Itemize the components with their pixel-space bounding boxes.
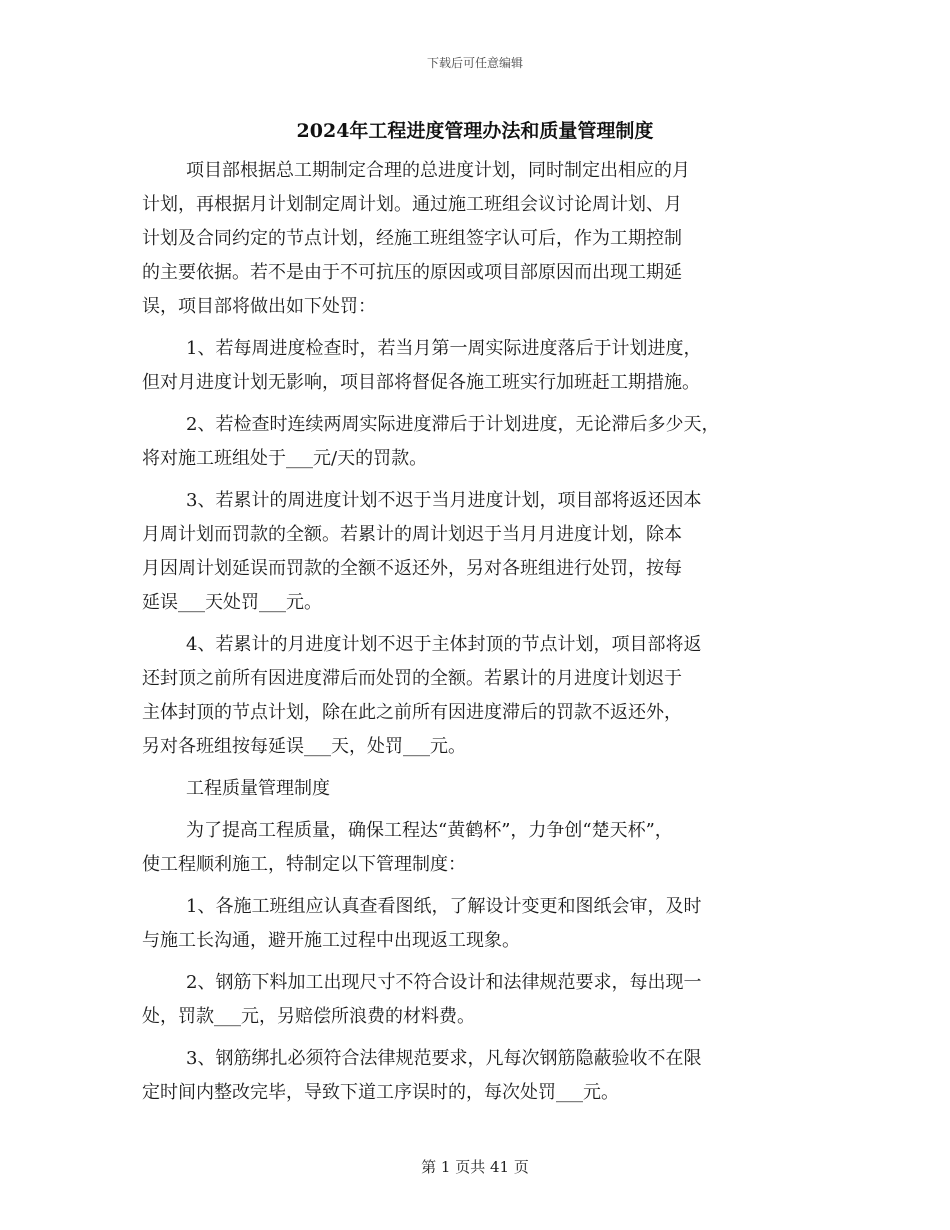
text-line: 另对各班组按每延误___天，处罚___元。 bbox=[142, 736, 466, 757]
text-line: 主体封顶的节点计划，除在此之前所有因进度滞后的罚款不返还外， bbox=[142, 702, 682, 723]
text-line: 计划，再根据月计划制定周计划。通过施工班组会议讨论周计划、月 bbox=[142, 194, 682, 215]
text-line: 2、若检查时连续两周实际进度滞后于计划进度，无论滞后多少天， bbox=[186, 414, 720, 435]
text-line: 月因周计划延误而罚款的全额不返还外，另对各班组进行处罚，按每 bbox=[142, 558, 682, 579]
text-line: 4、若累计的月进度计划不迟于主体封顶的节点计划，项目部将返 bbox=[186, 634, 702, 655]
paragraph bbox=[142, 628, 822, 764]
text-line: 为了提高工程质量，确保工程达“黄鹤杯”，力争创“楚天杯”， bbox=[186, 820, 673, 841]
paragraph bbox=[142, 814, 822, 882]
text-line: 1、各施工班组应认真查看图纸，了解设计变更和图纸会审，及时 bbox=[186, 896, 702, 917]
text-line: 项目部根据总工期制定合理的总进度计划，同时制定出相应的月 bbox=[186, 160, 690, 181]
paragraph bbox=[142, 484, 822, 620]
text-line: 3、若累计的周进度计划不迟于当月进度计划，项目部将返还因本 bbox=[186, 490, 702, 511]
text-line: 定时间内整改完毕，导致下道工序误时的，每次处罚___元。 bbox=[142, 1082, 619, 1103]
text-line: 处，罚款___元，另赔偿所浪费的材料费。 bbox=[142, 1006, 475, 1027]
paragraph bbox=[142, 772, 822, 806]
paragraph bbox=[142, 890, 822, 958]
paragraph bbox=[142, 154, 822, 324]
text-line: 但对月进度计划无影响，项目部将督促各施工班实行加班赶工期措施。 bbox=[142, 372, 700, 393]
text-line: 月周计划而罚款的全额。若累计的周计划迟于当月月进度计划，除本 bbox=[142, 524, 682, 545]
text-line: 还封顶之前所有因进度滞后而处罚的全额。若累计的月进度计划迟于 bbox=[142, 668, 682, 689]
text-line: 延误___天处罚___元。 bbox=[142, 592, 322, 613]
text-line: 1、若每周进度检查时，若当月第一周实际进度落后于计划进度， bbox=[186, 338, 702, 359]
text-line: 与施工长沟通，避开施工过程中出现返工现象。 bbox=[142, 930, 520, 951]
page-header-note: 下载后可任意编辑 bbox=[426, 56, 523, 70]
document-body bbox=[142, 154, 822, 1110]
paragraph bbox=[142, 1042, 822, 1110]
text-line: 的主要依据。若不是由于不可抗压的原因或项目部原因而出现工期延 bbox=[142, 262, 682, 283]
text-line: 计划及合同约定的节点计划，经施工班组签字认可后，作为工期控制 bbox=[142, 228, 682, 249]
text-line: 使工程顺利施工，特制定以下管理制度： bbox=[142, 854, 466, 875]
text-line: 工程质量管理制度 bbox=[186, 778, 330, 799]
text-line: 将对施工班组处于___元/天的罚款。 bbox=[142, 448, 428, 469]
text-line: 2、钢筋下料加工出现尺寸不符合设计和法律规范要求，每出现一 bbox=[186, 972, 702, 993]
page-footer: 第 1 页共 41 页 bbox=[421, 1158, 529, 1176]
paragraph bbox=[142, 408, 822, 476]
paragraph bbox=[142, 966, 822, 1034]
document-title: 2024年工程进度管理办法和质量管理制度 bbox=[296, 120, 654, 142]
text-line: 3、钢筋绑扎必须符合法律规范要求，凡每次钢筋隐蔽验收不在限 bbox=[186, 1048, 702, 1069]
paragraph bbox=[142, 332, 822, 400]
text-line: 误，项目部将做出如下处罚： bbox=[142, 296, 376, 317]
